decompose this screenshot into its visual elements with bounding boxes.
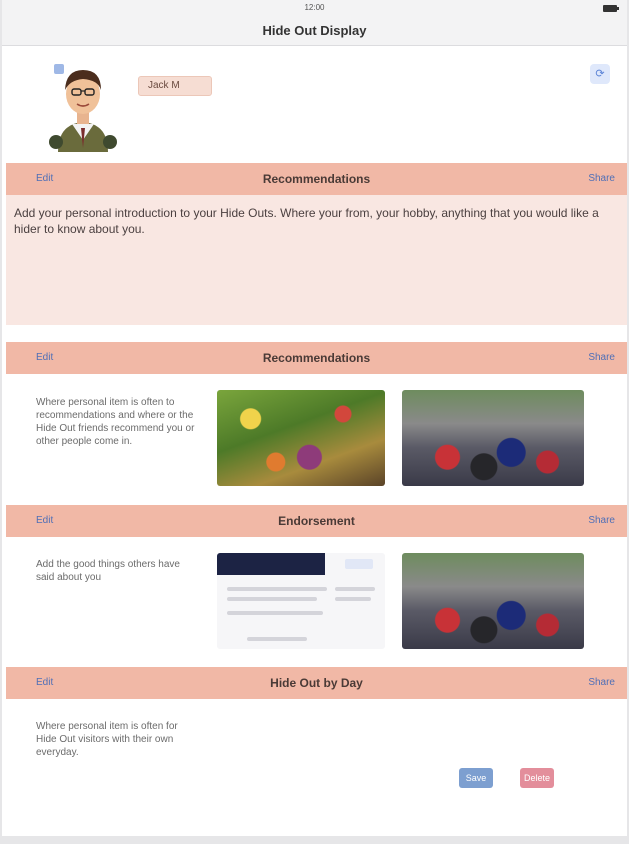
camera-icon[interactable] — [54, 64, 64, 74]
document-line — [227, 597, 317, 601]
save-button[interactable]: Save — [459, 768, 493, 788]
document-line — [247, 637, 307, 641]
recommendations-title: Recommendations — [262, 351, 371, 365]
hide-out-by-day-edit-link[interactable]: Edit — [36, 677, 54, 688]
intro-text[interactable]: Add your personal introduction to your Hide Outs. Where your from, your hobby, anything that you would like a hider to know about you. — [6, 195, 627, 325]
section-header-recommendations — [6, 342, 627, 374]
status-time: 12:00 — [304, 3, 325, 12]
document-line — [335, 597, 371, 601]
document-line — [227, 611, 323, 615]
hide-out-by-day-title: Hide Out by Day — [270, 676, 363, 690]
share-icon[interactable]: ⟳ — [590, 64, 610, 84]
nav-title: Hide Out Display — [2, 16, 627, 46]
document-button — [345, 559, 373, 569]
hide-out-by-day-text: Where personal item is often for Hide Out visitors with their own everyday. — [36, 721, 178, 758]
intro-share-link[interactable]: Share — [588, 173, 615, 184]
battery-icon — [603, 5, 617, 12]
delete-button[interactable]: Delete — [520, 768, 554, 788]
endorsements-share-link[interactable]: Share — [588, 515, 615, 526]
section-header-intro — [6, 163, 627, 195]
section-header-endorsements — [6, 505, 627, 537]
hide-out-by-day-share-link[interactable]: Share — [588, 677, 615, 688]
recommendations-edit-link[interactable]: Edit — [36, 352, 54, 363]
intro-title: Recommendations — [262, 172, 371, 186]
section-header-hide-out-by-day — [6, 667, 627, 699]
profile-name-chip[interactable]: Jack M — [138, 76, 212, 96]
recommendation-photo-garden[interactable] — [217, 390, 385, 486]
document-line — [227, 587, 327, 591]
endorsement-photo-crowd[interactable] — [402, 553, 584, 649]
intro-edit-link[interactable]: Edit — [36, 173, 54, 184]
endorsements-edit-link[interactable]: Edit — [36, 515, 54, 526]
document-header-band — [217, 553, 325, 575]
recommendation-photo-crowd[interactable] — [402, 390, 584, 486]
recommendations-text: Where personal item is often to recommendations and where or the Hide Out friends recommend you or other people come in. — [36, 397, 195, 447]
status-bar — [2, 0, 627, 16]
endorsement-document-thumbnail[interactable] — [217, 553, 385, 649]
endorsements-text: Add the good things others have said about you — [36, 559, 180, 583]
recommendations-share-link[interactable]: Share — [588, 352, 615, 363]
endorsements-title: Endorsement — [278, 514, 355, 528]
document-line — [335, 587, 375, 591]
